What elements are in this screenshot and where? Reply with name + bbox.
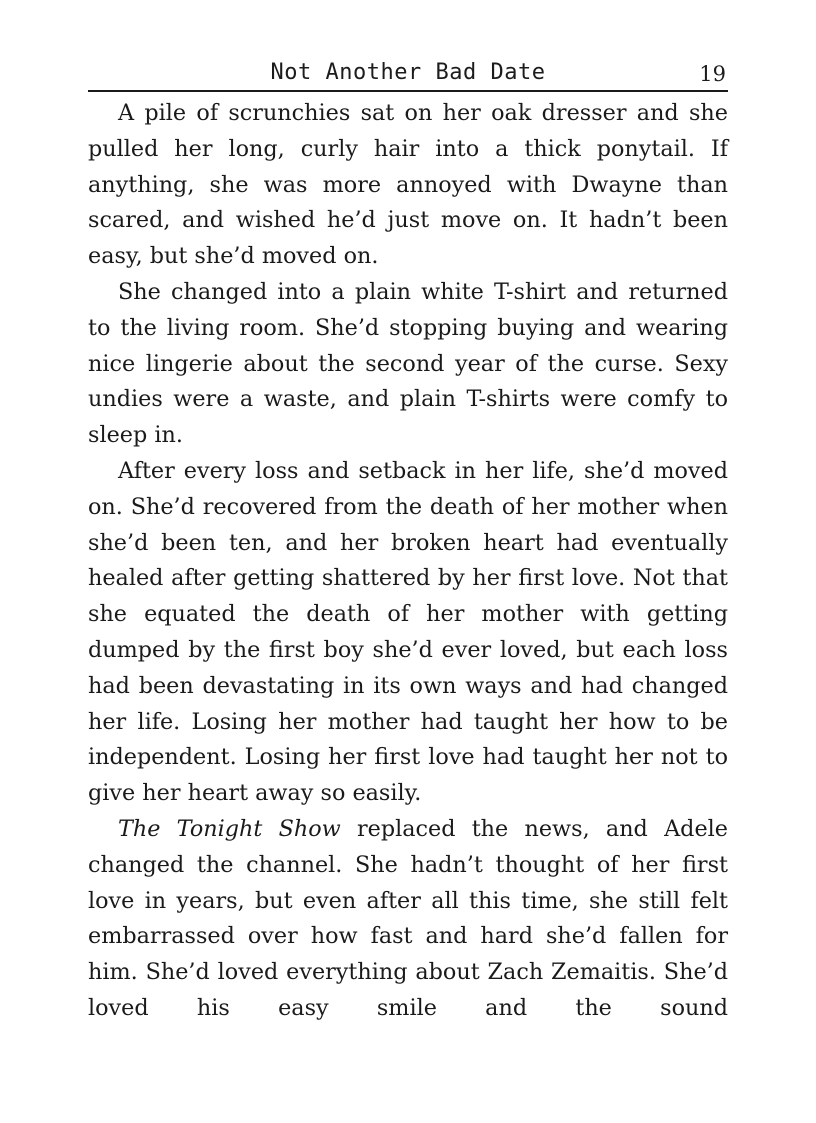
running-header [88, 58, 728, 92]
paragraph-1: A pile of scrunchies sat on her oak dresser and she pulled her long, curly hair into a thick ponytail. If anything, she was more annoyed with Dwayne than scared, and wished he’d just move on. It hadn’t been easy, but she’d moved on. [88, 100, 728, 270]
body-text [88, 96, 728, 1027]
paragraph-4 [88, 812, 728, 1027]
page-number: 19 [699, 62, 726, 86]
running-title: Not Another Bad Date [270, 60, 546, 85]
paragraph-2: She changed into a plain white T-shirt and returned to the living room. She’d stopping buying and wearing nice lingerie about the second year of the curse. Sexy undies were a waste, and plain T-shirts were comfy to sleep in. [88, 278, 728, 449]
book-title: The Tonight Show [118, 815, 341, 842]
paragraph-4-text: replaced the news, and Adele changed the channel. She hadn’t thought of her first love in years, but even after all this time, she still felt embarrassed over how fast and hard she’d fallen for him. She’d loved everything about Zach Zemaitis. She’d loved his easy smile and the sound [88, 815, 728, 1021]
paragraph-3: After every loss and setback in her life, she’d moved on. She’d recovered from the death of her mother when she’d been ten, and her broken heart had eventually healed after getting shattered by her first love. Not that she equated the death of her mother with getting dumped by the first boy she’d ever loved, but each loss had been devastating in its own ways and had changed her life. Losing her mother had taught her how to be independent. Losing her first love had taught her not to give her heart away so easily. [88, 457, 728, 807]
